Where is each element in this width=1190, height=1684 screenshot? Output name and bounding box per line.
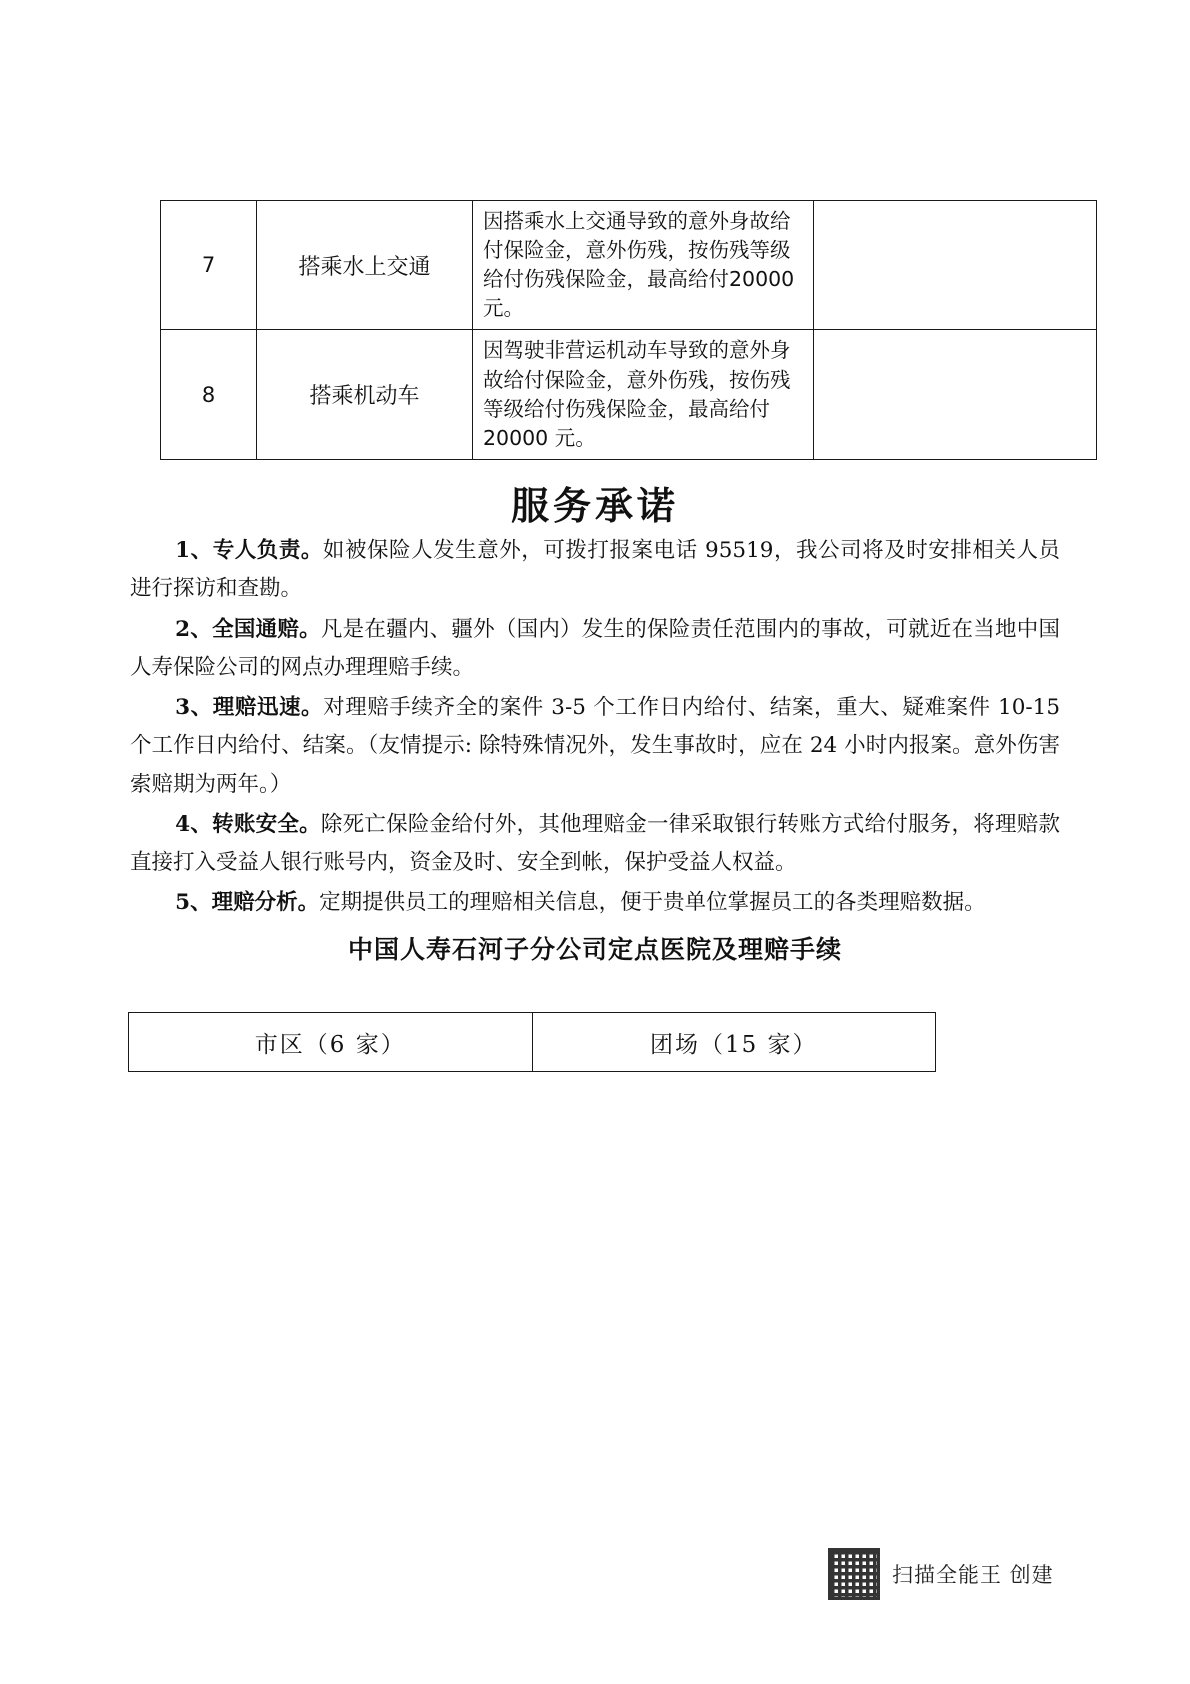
hospital-column-header-farm: 团场（15 家） [532,1013,936,1072]
promise-item [130,611,1060,688]
promise-item-text: 除死亡保险金给付外，其他理赔金一律采取银行转账方式给付服务，将理赔款直接打入受益人银行账号内，资金及时、安全到帐，保护受益人权益。 [130,811,1060,876]
promise-item [130,532,1060,609]
promise-item-text: 定期提供员工的理赔相关信息，便于贵单位掌握员工的各类理赔数据。 [319,890,986,916]
row-benefit-name: 搭乘水上交通 [257,201,473,330]
service-promise-body [130,532,1060,925]
hospital-table [128,1012,936,1072]
promise-item [130,884,1060,922]
qr-code-icon [828,1548,880,1600]
promise-item-text: 如被保险人发生意外，可拨打报案电话 95519，我公司将及时安排相关人员进行探访和查勘。 [130,538,1060,602]
row-benefit-description: 因驾驶非营运机动车导致的意外身故给付保险金，意外伤残，按伤残等级给付伤残保险金，最高给付 20000 元。 [473,330,814,459]
row-benefit-description: 因搭乘水上交通导致的意外身故给付保险金，意外伤残，按伤残等级给付伤残保险金，最高给付20000 元。 [473,201,814,330]
table-row [129,1013,936,1072]
row-number: 7 [161,201,257,330]
promise-item-lead: 3、理赔迅速。 [175,695,324,721]
promise-item-lead: 1、专人负责。 [175,538,323,563]
benefits-table [160,200,1097,460]
row-number: 8 [161,330,257,459]
promise-item-text: 凡是在疆内、疆外（国内）发生的保险责任范围内的事故，可就近在当地中国人寿保险公司的网点办理理赔手续。 [130,616,1060,680]
row-benefit-name: 搭乘机动车 [257,330,473,459]
scanner-watermark [828,1548,1054,1600]
hospital-section-heading: 中国人寿石河子分公司定点医院及理赔手续 [347,935,842,964]
row-blank-cell [814,330,1097,459]
promise-item-text: 对理赔手续齐全的案件 3-5 个工作日内给付、结案，重大、疑难案件 10-15 个工作日内给付、结案。（友情提示: 除特殊情况外，发生事故时，应在 24 小时内报案。意外伤害索赔期为两年。） [130,695,1061,797]
table-row [161,201,1097,330]
promise-item [130,806,1060,883]
promise-item-lead: 2、全国通赔。 [175,616,321,642]
promise-item-lead: 5、理赔分析。 [175,890,320,916]
promise-item [130,689,1060,804]
hospital-column-header-city: 市区（6 家） [129,1013,533,1072]
promise-item-lead: 4、转账安全。 [175,811,321,837]
watermark-label: 扫描全能王 创建 [892,1563,1054,1587]
service-promise-title: 服务承诺 [510,483,679,528]
table-row [161,330,1097,459]
row-blank-cell [814,201,1097,330]
